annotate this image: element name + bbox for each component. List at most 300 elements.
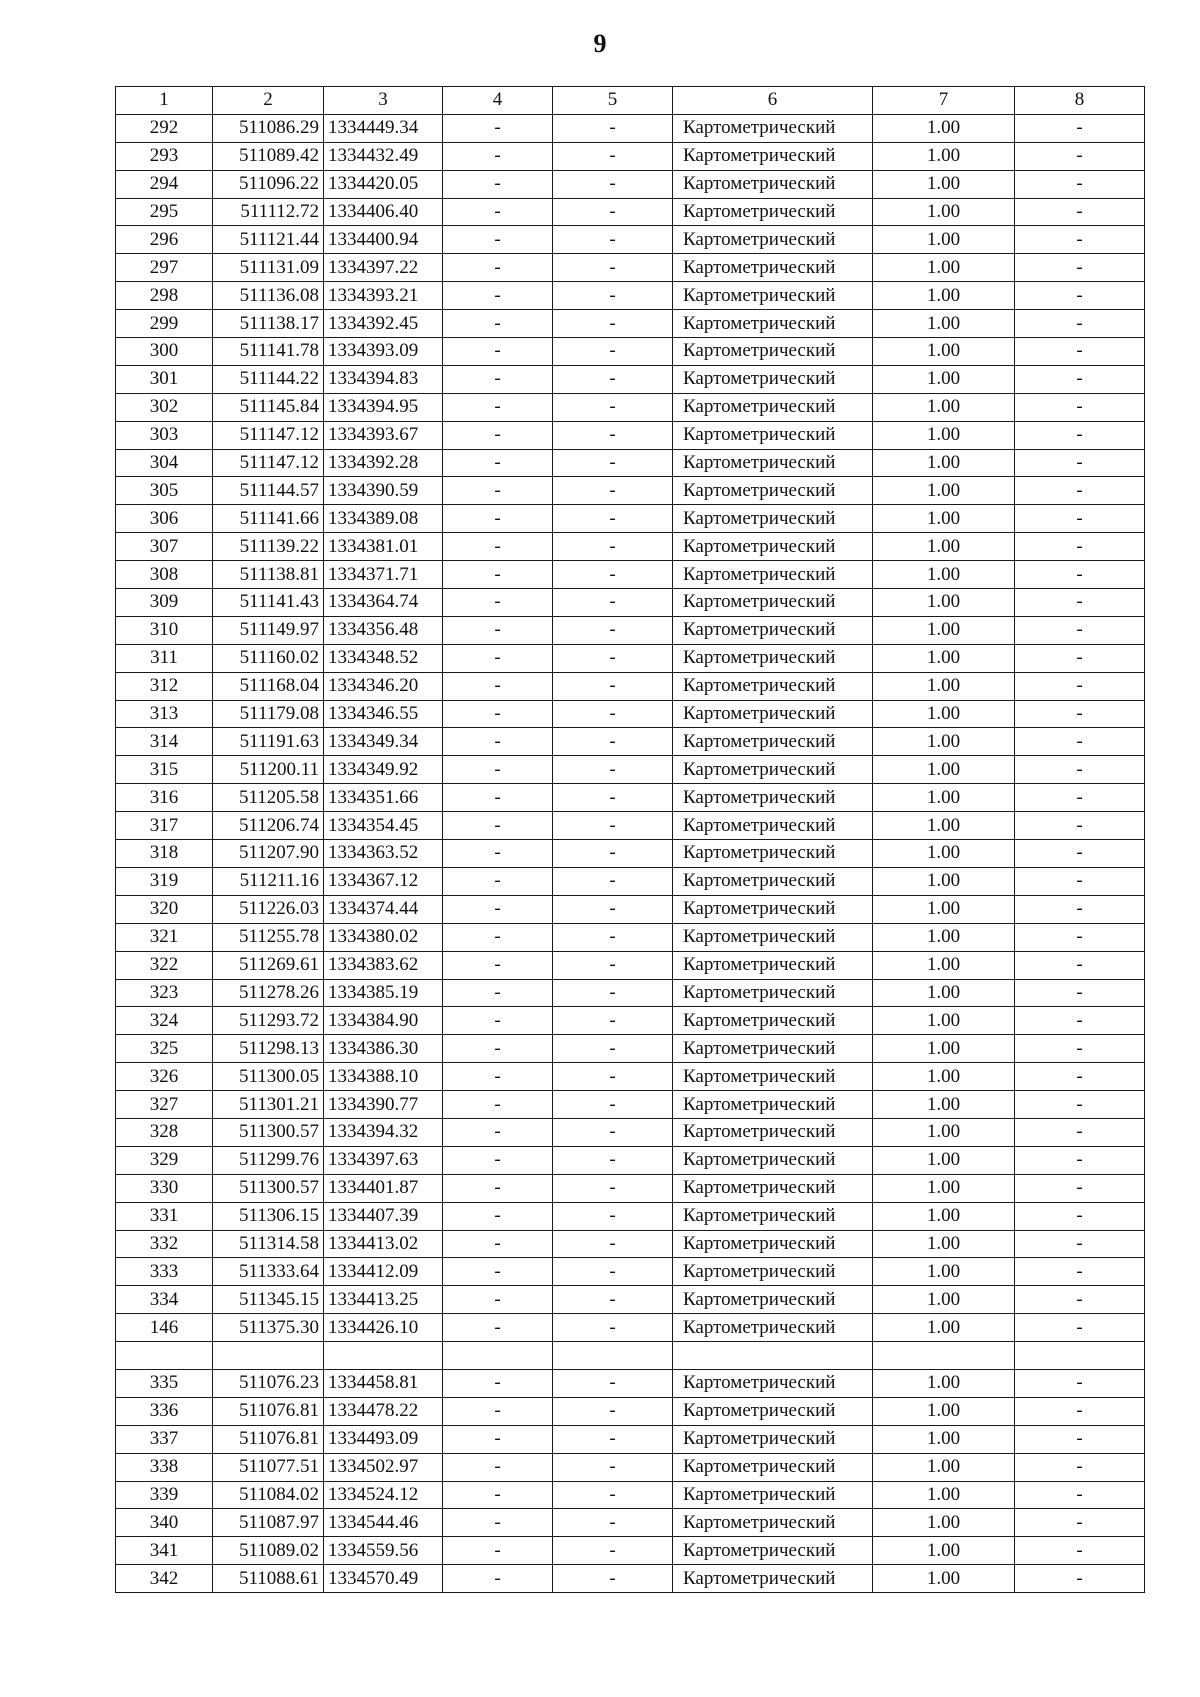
table-row	[116, 1146, 1145, 1174]
table-cell: 317	[116, 812, 213, 840]
table-cell: -	[553, 1063, 673, 1091]
table-cell: -	[553, 1174, 673, 1202]
table-cell: Картометрический	[673, 812, 873, 840]
table-row	[116, 616, 1145, 644]
table-cell: 1334346.20	[324, 672, 443, 700]
table-cell: 1334390.59	[324, 477, 443, 505]
table-cell: -	[553, 1202, 673, 1230]
table-cell: 1334390.77	[324, 1091, 443, 1119]
table-cell: 1.00	[873, 365, 1015, 393]
table-cell: 511314.58	[213, 1230, 324, 1258]
table-cell: -	[1015, 1007, 1145, 1035]
table-cell: -	[443, 756, 553, 784]
table-cell: 300	[116, 338, 213, 366]
table-cell: -	[1015, 867, 1145, 895]
table-cell: 306	[116, 505, 213, 533]
table-cell: -	[443, 867, 553, 895]
table-row	[116, 1118, 1145, 1146]
table-cell: -	[1015, 728, 1145, 756]
table-cell: Картометрический	[673, 1146, 873, 1174]
table-cell: -	[1015, 1063, 1145, 1091]
table-cell: 511141.78	[213, 338, 324, 366]
table-cell: -	[1015, 533, 1145, 561]
table-cell: 1.00	[873, 728, 1015, 756]
table-cell: Картометрический	[673, 1174, 873, 1202]
table-cell: 1334493.09	[324, 1425, 443, 1453]
table-cell: 319	[116, 867, 213, 895]
table-cell: 303	[116, 421, 213, 449]
table-cell: 1334413.02	[324, 1230, 443, 1258]
table-cell: -	[443, 1565, 553, 1593]
table-cell: -	[443, 1286, 553, 1314]
table-cell: -	[1015, 979, 1145, 1007]
table-cell: -	[443, 1035, 553, 1063]
table-cell: 292	[116, 114, 213, 142]
table-row	[116, 1063, 1145, 1091]
column-header: 7	[873, 87, 1015, 115]
table-cell: 329	[116, 1146, 213, 1174]
table-cell: Картометрический	[673, 170, 873, 198]
table-cell: -	[1015, 310, 1145, 338]
table-row	[116, 1258, 1145, 1286]
table-cell: 1334413.25	[324, 1286, 443, 1314]
table-cell: Картометрический	[673, 979, 873, 1007]
table-cell: 294	[116, 170, 213, 198]
table-cell: -	[553, 979, 673, 1007]
table-cell: 1334478.22	[324, 1397, 443, 1425]
table-cell: 511089.42	[213, 142, 324, 170]
table-row	[116, 1397, 1145, 1425]
table-cell: 1334363.52	[324, 840, 443, 868]
table-cell: 511160.02	[213, 644, 324, 672]
table-cell: Картометрический	[673, 672, 873, 700]
table-cell: 511333.64	[213, 1258, 324, 1286]
table-cell: 322	[116, 951, 213, 979]
table-cell: 511087.97	[213, 1509, 324, 1537]
table-cell: 511300.57	[213, 1174, 324, 1202]
table-cell: 511149.97	[213, 616, 324, 644]
table-cell: -	[553, 1565, 673, 1593]
table-cell: 1.00	[873, 561, 1015, 589]
table-cell: Картометрический	[673, 338, 873, 366]
table-cell: 1334397.63	[324, 1146, 443, 1174]
table-cell: 1.00	[873, 616, 1015, 644]
table-cell: -	[1015, 1397, 1145, 1425]
table-row	[116, 923, 1145, 951]
table-cell: Картометрический	[673, 700, 873, 728]
table-cell: 511345.15	[213, 1286, 324, 1314]
table-cell: -	[553, 1230, 673, 1258]
table-cell: 511278.26	[213, 979, 324, 1007]
table-cell: -	[1015, 1481, 1145, 1509]
table-cell: 1334394.83	[324, 365, 443, 393]
table-cell: -	[443, 449, 553, 477]
table-cell: 297	[116, 254, 213, 282]
table-row	[116, 1286, 1145, 1314]
table-cell: 1334384.90	[324, 1007, 443, 1035]
table-cell: -	[553, 1035, 673, 1063]
table-cell: 1.00	[873, 895, 1015, 923]
table-cell: 296	[116, 226, 213, 254]
table-cell: -	[1015, 393, 1145, 421]
table-cell: -	[553, 1091, 673, 1119]
table-cell: Картометрический	[673, 1425, 873, 1453]
table-cell: Картометрический	[673, 505, 873, 533]
table-cell: 511144.57	[213, 477, 324, 505]
table-cell: -	[1015, 1091, 1145, 1119]
table-cell: -	[443, 198, 553, 226]
table-cell: 511269.61	[213, 951, 324, 979]
table-cell: -	[553, 784, 673, 812]
table-cell: 511375.30	[213, 1314, 324, 1342]
table-cell: 1.00	[873, 170, 1015, 198]
table-cell: -	[1015, 226, 1145, 254]
table-cell: Картометрический	[673, 840, 873, 868]
table-header-row	[116, 87, 1145, 115]
table-cell: 511138.81	[213, 561, 324, 589]
table-cell: 511145.84	[213, 393, 324, 421]
table-cell: 511298.13	[213, 1035, 324, 1063]
table-cell: 1.00	[873, 672, 1015, 700]
table-cell: -	[443, 951, 553, 979]
table-cell: 323	[116, 979, 213, 1007]
table-cell	[873, 1342, 1015, 1370]
table-cell: -	[443, 672, 553, 700]
table-row	[116, 756, 1145, 784]
table-cell: Картометрический	[673, 1397, 873, 1425]
table-cell: -	[553, 1425, 673, 1453]
table-cell: -	[443, 533, 553, 561]
table-cell: 1334383.62	[324, 951, 443, 979]
table-row	[116, 672, 1145, 700]
table-row	[116, 1537, 1145, 1565]
table-cell: -	[553, 477, 673, 505]
table-row	[116, 533, 1145, 561]
table-cell: 1334374.44	[324, 895, 443, 923]
table-cell: 310	[116, 616, 213, 644]
table-cell: -	[443, 1397, 553, 1425]
table-cell: 1.00	[873, 979, 1015, 1007]
table-row	[116, 895, 1145, 923]
table-cell: 1334367.12	[324, 867, 443, 895]
table-cell: 332	[116, 1230, 213, 1258]
table-cell: 1334394.32	[324, 1118, 443, 1146]
table-cell: -	[443, 1453, 553, 1481]
table-cell: 511211.16	[213, 867, 324, 895]
table-cell: 340	[116, 1509, 213, 1537]
table-cell: 1334346.55	[324, 700, 443, 728]
table-cell: 1334420.05	[324, 170, 443, 198]
table-cell: 511306.15	[213, 1202, 324, 1230]
table-cell: -	[1015, 1146, 1145, 1174]
coordinates-table	[115, 86, 1145, 1593]
table-cell: Картометрический	[673, 449, 873, 477]
table-cell: -	[553, 644, 673, 672]
table-cell: 336	[116, 1397, 213, 1425]
table-cell: 337	[116, 1425, 213, 1453]
table-row	[116, 951, 1145, 979]
table-cell: -	[1015, 589, 1145, 617]
table-cell: 146	[116, 1314, 213, 1342]
table-cell: 308	[116, 561, 213, 589]
table-row	[116, 1481, 1145, 1509]
table-cell: -	[1015, 142, 1145, 170]
table-cell: -	[443, 1118, 553, 1146]
table-cell: -	[443, 923, 553, 951]
table-cell: -	[443, 1007, 553, 1035]
table-cell: -	[553, 672, 673, 700]
table-cell: -	[1015, 756, 1145, 784]
table-cell: 325	[116, 1035, 213, 1063]
table-cell: -	[553, 226, 673, 254]
table-cell: 511205.58	[213, 784, 324, 812]
table-cell: 309	[116, 589, 213, 617]
table-cell: 1.00	[873, 1230, 1015, 1258]
table-cell: -	[553, 1314, 673, 1342]
table-row	[116, 338, 1145, 366]
table-cell: -	[553, 1369, 673, 1397]
table-cell: -	[1015, 672, 1145, 700]
table-cell: 339	[116, 1481, 213, 1509]
table-cell: -	[553, 449, 673, 477]
table-cell: 1334354.45	[324, 812, 443, 840]
table-cell: 1334394.95	[324, 393, 443, 421]
table-cell: Картометрический	[673, 951, 873, 979]
table-cell: 511086.29	[213, 114, 324, 142]
table-cell: 1334371.71	[324, 561, 443, 589]
table-cell: -	[1015, 1286, 1145, 1314]
table-cell: -	[1015, 282, 1145, 310]
table-cell: 334	[116, 1286, 213, 1314]
table-cell: 511121.44	[213, 226, 324, 254]
column-header: 4	[443, 87, 553, 115]
column-header: 1	[116, 87, 213, 115]
table-cell: -	[443, 254, 553, 282]
table-row	[116, 644, 1145, 672]
table-cell: Картометрический	[673, 1286, 873, 1314]
table-cell: 511141.43	[213, 589, 324, 617]
table-row	[116, 1453, 1145, 1481]
table-cell: -	[1015, 114, 1145, 142]
table-cell: 511141.66	[213, 505, 324, 533]
table-cell: 315	[116, 756, 213, 784]
table-cell: -	[443, 728, 553, 756]
table-row	[116, 1091, 1145, 1119]
table-cell: 511076.81	[213, 1425, 324, 1453]
table-cell: 1.00	[873, 589, 1015, 617]
table-cell: -	[1015, 1509, 1145, 1537]
table-cell: 1334381.01	[324, 533, 443, 561]
table-cell: -	[1015, 1258, 1145, 1286]
table-row	[116, 1202, 1145, 1230]
table-cell: Картометрический	[673, 1118, 873, 1146]
column-header: 6	[673, 87, 873, 115]
table-cell: 1.00	[873, 1146, 1015, 1174]
table-row	[116, 282, 1145, 310]
table-cell: 1.00	[873, 1537, 1015, 1565]
table-cell: Картометрический	[673, 142, 873, 170]
table-cell: 342	[116, 1565, 213, 1593]
table-row	[116, 1369, 1145, 1397]
table-cell: 1.00	[873, 1425, 1015, 1453]
table-cell: -	[553, 114, 673, 142]
table-cell: -	[443, 589, 553, 617]
table-cell: -	[553, 338, 673, 366]
table-cell: 1.00	[873, 310, 1015, 338]
table-cell: 341	[116, 1537, 213, 1565]
table-row	[116, 421, 1145, 449]
table-cell: -	[443, 1063, 553, 1091]
table-row	[116, 142, 1145, 170]
table-row	[116, 867, 1145, 895]
table-cell: 333	[116, 1258, 213, 1286]
table-cell: 1.00	[873, 533, 1015, 561]
column-header: 8	[1015, 87, 1145, 115]
table-cell: -	[443, 170, 553, 198]
table-cell: 320	[116, 895, 213, 923]
table-cell: 1334389.08	[324, 505, 443, 533]
table-cell: -	[553, 533, 673, 561]
table-cell: 1.00	[873, 1509, 1015, 1537]
table-cell: -	[1015, 477, 1145, 505]
table-cell: 1334393.67	[324, 421, 443, 449]
table-cell: 1.00	[873, 1397, 1015, 1425]
table-cell: 511293.72	[213, 1007, 324, 1035]
table-cell: 328	[116, 1118, 213, 1146]
table-cell: 511255.78	[213, 923, 324, 951]
table-cell: 1334407.39	[324, 1202, 443, 1230]
table-cell: -	[1015, 1118, 1145, 1146]
table-cell: -	[553, 700, 673, 728]
table-cell: 1.00	[873, 449, 1015, 477]
table-cell: -	[553, 1537, 673, 1565]
table-cell: -	[443, 393, 553, 421]
table-cell: 302	[116, 393, 213, 421]
table-cell: 1334351.66	[324, 784, 443, 812]
table-cell: -	[1015, 812, 1145, 840]
table-cell: Картометрический	[673, 756, 873, 784]
table-cell: 299	[116, 310, 213, 338]
table-cell: 1.00	[873, 951, 1015, 979]
column-header: 2	[213, 87, 324, 115]
table-row	[116, 310, 1145, 338]
table-cell: 511088.61	[213, 1565, 324, 1593]
table-cell: 307	[116, 533, 213, 561]
table-cell: -	[443, 477, 553, 505]
table-cell: Картометрический	[673, 923, 873, 951]
table-cell: 1334397.22	[324, 254, 443, 282]
table-cell: Картометрический	[673, 1314, 873, 1342]
table-cell: Картометрический	[673, 1007, 873, 1035]
table-cell: -	[1015, 338, 1145, 366]
table-cell: -	[553, 1509, 673, 1537]
table-row	[116, 477, 1145, 505]
table-row	[116, 1035, 1145, 1063]
table-cell: 1334393.21	[324, 282, 443, 310]
table-cell: 301	[116, 365, 213, 393]
table-cell: -	[553, 756, 673, 784]
table-cell: -	[1015, 1202, 1145, 1230]
table-cell: -	[553, 1397, 673, 1425]
table-cell: Картометрический	[673, 1565, 873, 1593]
table-cell: 311	[116, 644, 213, 672]
table-cell: Картометрический	[673, 1230, 873, 1258]
column-header: 3	[324, 87, 443, 115]
table-cell: 1.00	[873, 393, 1015, 421]
table-cell: 1334426.10	[324, 1314, 443, 1342]
table-cell: -	[553, 1481, 673, 1509]
table-cell: 1.00	[873, 1118, 1015, 1146]
table-cell: 1334401.87	[324, 1174, 443, 1202]
table-row	[116, 561, 1145, 589]
table-cell: 1.00	[873, 226, 1015, 254]
table-row	[116, 226, 1145, 254]
table-row	[116, 1425, 1145, 1453]
table-cell: 1334570.49	[324, 1565, 443, 1593]
table-cell: Картометрический	[673, 1537, 873, 1565]
table-cell: -	[1015, 1425, 1145, 1453]
table-cell: 314	[116, 728, 213, 756]
table-cell: -	[443, 1509, 553, 1537]
table-cell: -	[443, 1425, 553, 1453]
table-cell: Картометрический	[673, 393, 873, 421]
table-cell: 1.00	[873, 1565, 1015, 1593]
table-cell: 1334559.56	[324, 1537, 443, 1565]
table-row	[116, 365, 1145, 393]
table-cell: 1.00	[873, 1314, 1015, 1342]
table-cell: 1.00	[873, 1369, 1015, 1397]
table-cell	[1015, 1342, 1145, 1370]
table-body	[116, 87, 1145, 1593]
table-cell: 511299.76	[213, 1146, 324, 1174]
table-row	[116, 589, 1145, 617]
table-cell: Картометрический	[673, 477, 873, 505]
table-cell: 511168.04	[213, 672, 324, 700]
table-row	[116, 728, 1145, 756]
table-cell: -	[1015, 951, 1145, 979]
table-cell: -	[443, 644, 553, 672]
table-cell: -	[1015, 1565, 1145, 1593]
table-cell: 1.00	[873, 1063, 1015, 1091]
table-cell: -	[443, 895, 553, 923]
table-cell: -	[443, 310, 553, 338]
table-cell: -	[1015, 198, 1145, 226]
table-cell: -	[553, 1007, 673, 1035]
table-cell: 331	[116, 1202, 213, 1230]
table-row	[116, 700, 1145, 728]
table-cell: -	[443, 1537, 553, 1565]
table-cell: 1334349.34	[324, 728, 443, 756]
table-cell: -	[1015, 1314, 1145, 1342]
table-cell: 326	[116, 1063, 213, 1091]
table-cell: Картометрический	[673, 784, 873, 812]
table-cell: -	[553, 728, 673, 756]
table-cell: -	[553, 1146, 673, 1174]
table-row	[116, 1342, 1145, 1370]
table-cell: 324	[116, 1007, 213, 1035]
table-cell: 1334386.30	[324, 1035, 443, 1063]
table-cell: -	[1015, 1369, 1145, 1397]
table-cell: -	[443, 505, 553, 533]
table-cell: 1.00	[873, 142, 1015, 170]
table-cell: -	[1015, 895, 1145, 923]
table-row	[116, 1230, 1145, 1258]
table-cell: Картометрический	[673, 1509, 873, 1537]
table-row	[116, 784, 1145, 812]
table-cell: -	[553, 198, 673, 226]
table-cell: 1334393.09	[324, 338, 443, 366]
table-cell: Картометрический	[673, 310, 873, 338]
